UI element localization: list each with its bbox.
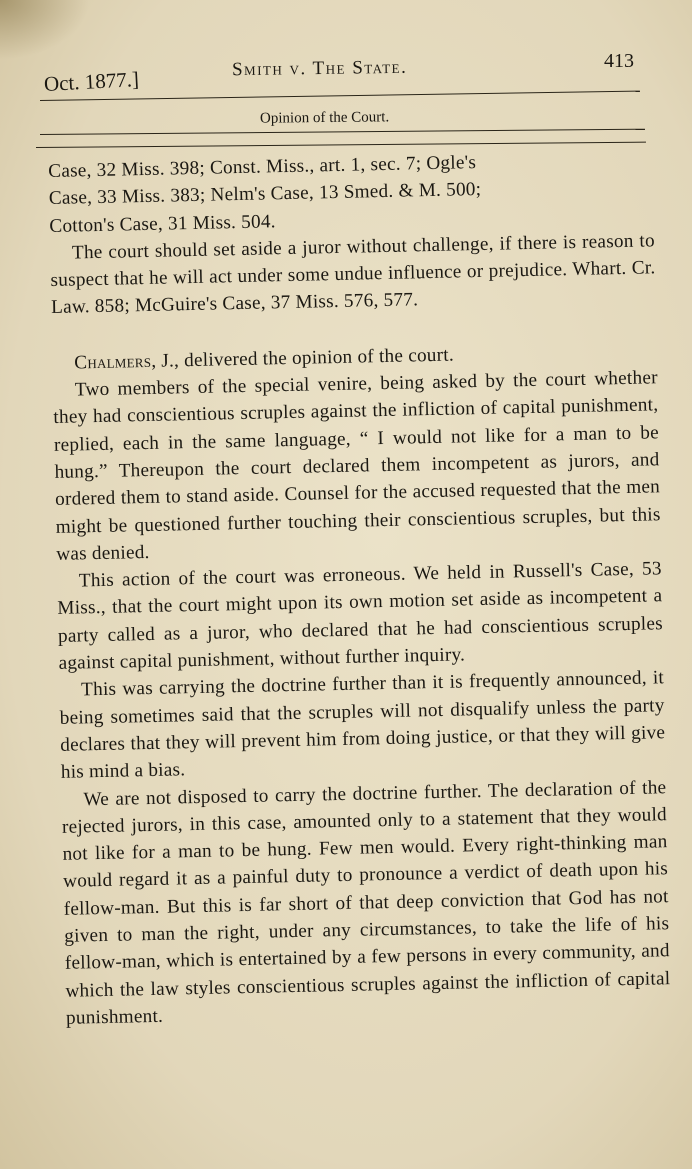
citation-line-2: Case, 33 Miss. 383; Nelm's Case, 13 Smed. & M. 500; bbox=[48, 179, 482, 210]
header-date: Oct. 1877.] bbox=[43, 67, 140, 96]
opinion-author-rest: delivered the opinion of the court. bbox=[178, 344, 455, 372]
page-number: 413 bbox=[604, 50, 634, 72]
opinion-paragraph-4: We are not disposed to carry the doctrine further. The declaration of the rejected jurors, in this case, amounted only to a statement that they would not like for a man to be hung. Few men would. Every right-thinking man would regard it as a painful duty to pronounce a verdict of death upon his fellow-man. But this is far short of that deep conviction that God has not given to man the right, under any circumstances, to take the life of his fellow-man, which is entertained by a few persons in every community, and which the law styles conscientious scruples against the infliction of capital punishment. bbox=[61, 776, 671, 1029]
opinion-author-name: Chalmers, J., bbox=[74, 350, 180, 374]
subheading-rule-top bbox=[40, 129, 645, 135]
citation-line-3: Cotton's Case, 31 Miss. 504. bbox=[49, 210, 276, 237]
page-body bbox=[48, 145, 671, 1032]
opinion-paragraph-1: Two members of the special venire, being asked by the court whether they had conscientious scruples against the infliction of capital punishment, replied, each in the same language, “ I would not like for a man to be hung.” Thereupon the court declared them incompetent as jurors, and ordered them to stand aside. Counsel for the accused requested that the men might be questioned further touching their conscientious scruples, but this was denied. bbox=[53, 367, 661, 565]
opinion-paragraph-3: This was carrying the doctrine further than it is frequently announced, it being sometimes said that the scruples will not disqualify unless the party declares that they will prevent him from doing justice, or that they will give his mind a bias. bbox=[59, 667, 666, 784]
page-corner-shadow bbox=[0, 0, 90, 60]
counsel-argument-paragraph: The court should set aside a juror without challenge, if there is reason to suspect that he will act under some undue influence or prejudice. Whart. Cr. Law. 858; McGuire's Case, 37 Miss. 576, 577. bbox=[50, 230, 656, 319]
citation-line-1: Case, 32 Miss. 398; Const. Miss., art. 1, sec. 7; Ogle's bbox=[48, 152, 477, 182]
running-title: Smith v. The State. bbox=[231, 56, 408, 81]
section-subheading: Opinion of the Court. bbox=[259, 109, 390, 127]
opinion-paragraph-2: This action of the court was erroneous. We held in Russell's Case, 53 Miss., that the court might upon its own motion set aside as incompetent a party called as a juror, who declared that he had conscientious scruples against capital punishment, without further inquiry. bbox=[57, 558, 664, 674]
